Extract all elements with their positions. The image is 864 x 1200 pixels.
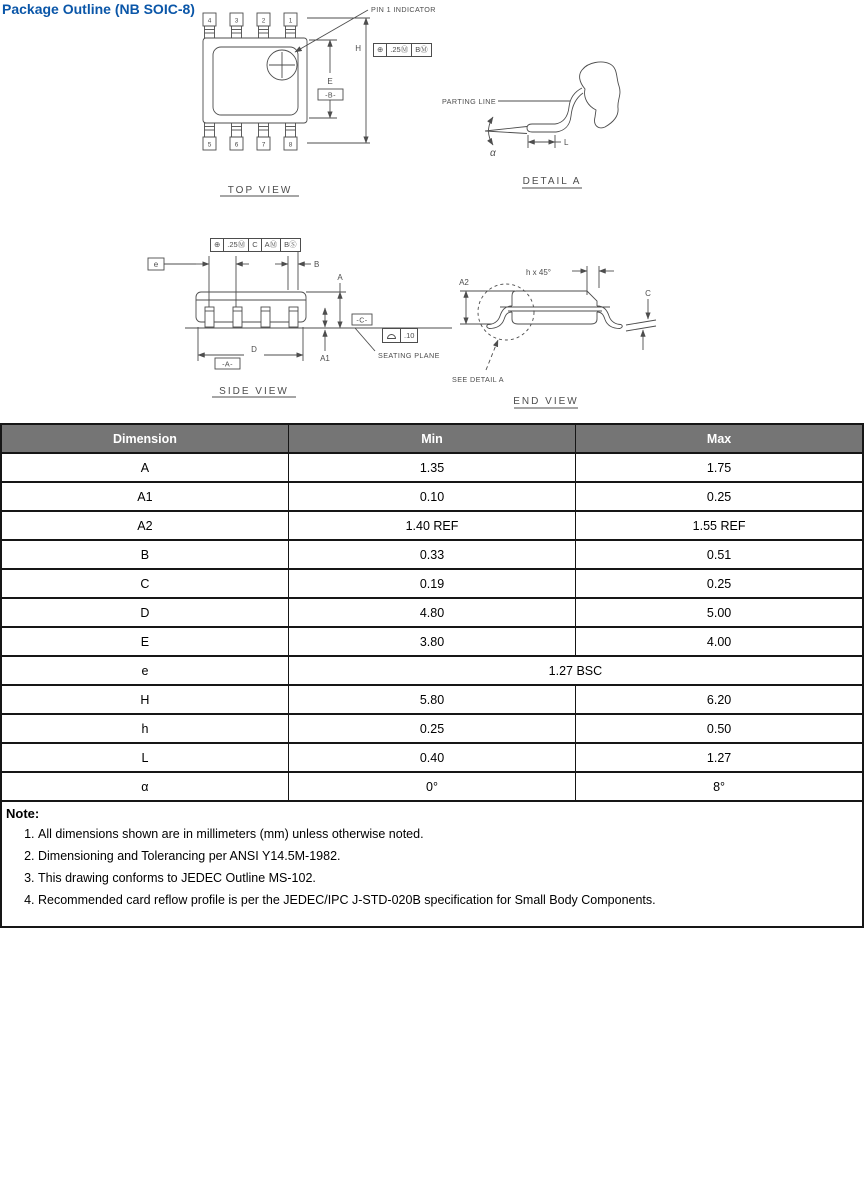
parting-line-label: PARTING LINE bbox=[442, 97, 497, 106]
pin-number: 8 bbox=[288, 141, 293, 149]
header-dimension: Dimension bbox=[1, 424, 288, 453]
seating-plane-label: SEATING PLANE bbox=[378, 351, 440, 360]
side-view-linework bbox=[130, 230, 465, 405]
pin-number: 2 bbox=[261, 17, 266, 25]
max-cell: 1.55 REF bbox=[576, 511, 863, 540]
dim-h-label: H bbox=[355, 44, 361, 53]
dim-a2-label: A2 bbox=[459, 278, 469, 287]
header-max: Max bbox=[576, 424, 863, 453]
end-view-drawing bbox=[430, 240, 740, 420]
max-cell: 8° bbox=[576, 772, 863, 801]
pin-number: 5 bbox=[207, 141, 212, 149]
min-cell: 0.25 bbox=[288, 714, 575, 743]
page-title: Package Outline (NB SOIC-8) bbox=[2, 1, 195, 17]
min-cell: 0.19 bbox=[288, 569, 575, 598]
min-cell: 5.80 bbox=[288, 685, 575, 714]
datum-a-label: -A- bbox=[222, 359, 233, 369]
pin-number: 4 bbox=[207, 17, 212, 25]
side-view-caption: SIDE VIEW bbox=[219, 386, 289, 397]
tolerance-value: .25Ⓜ bbox=[223, 238, 249, 252]
max-cell: 4.00 bbox=[576, 627, 863, 656]
end-view-texts bbox=[452, 268, 651, 407]
see-detail-label: SEE DETAIL A bbox=[452, 375, 504, 384]
dim-a-label: A bbox=[337, 273, 343, 282]
dimension-cell: H bbox=[1, 685, 288, 714]
top-view-caption: TOP VIEW bbox=[227, 185, 293, 196]
dimension-cell: D bbox=[1, 598, 288, 627]
dimension-cell: A1 bbox=[1, 482, 288, 511]
max-cell: 1.75 bbox=[576, 453, 863, 482]
min-cell: 1.40 REF bbox=[288, 511, 575, 540]
datum-ref-a: AⓂ bbox=[261, 238, 282, 252]
dimension-cell: h bbox=[1, 714, 288, 743]
pin-number: 3 bbox=[234, 17, 239, 25]
table-row bbox=[1, 685, 863, 714]
dim-a1-label: A1 bbox=[320, 354, 330, 363]
notes-list bbox=[6, 825, 854, 910]
pin-number: 1 bbox=[288, 17, 293, 25]
dimension-table bbox=[0, 423, 864, 802]
max-cell: 5.00 bbox=[576, 598, 863, 627]
end-view-caption: END VIEW bbox=[513, 396, 579, 407]
pin-leads-bottom bbox=[203, 123, 297, 150]
min-cell: 0° bbox=[288, 772, 575, 801]
pin-number: 6 bbox=[234, 141, 239, 149]
note-item: 2. Dimensioning and Tolerancing per ANSI Y14.5M-1982. bbox=[38, 847, 854, 865]
min-cell: 3.80 bbox=[288, 627, 575, 656]
side-view-drawing bbox=[130, 230, 465, 405]
detail-a-linework bbox=[430, 40, 680, 195]
position-symbol: ⊕ bbox=[210, 238, 224, 252]
table-row bbox=[1, 743, 863, 772]
dim-d-label: D bbox=[251, 345, 257, 354]
datum-ref: BⓂ bbox=[411, 43, 432, 57]
table-row bbox=[1, 627, 863, 656]
dim-h-lines bbox=[307, 18, 370, 143]
table-row bbox=[1, 598, 863, 627]
tolerance-value: .25Ⓜ bbox=[386, 43, 412, 57]
dim-e-label: E bbox=[327, 77, 333, 86]
dimension-cell: A2 bbox=[1, 511, 288, 540]
position-symbol: ⊕ bbox=[373, 43, 387, 57]
lead-section bbox=[485, 62, 620, 188]
datum-c-label: -C- bbox=[356, 315, 368, 325]
flatness-frame bbox=[382, 328, 418, 343]
datum-ref-c: C bbox=[248, 238, 261, 252]
dimension-cell: α bbox=[1, 772, 288, 801]
flatness-icon bbox=[382, 328, 401, 343]
dimension-cell: C bbox=[1, 569, 288, 598]
alpha-label: α bbox=[490, 148, 496, 159]
dimension-table-section bbox=[0, 423, 864, 928]
max-cell: 0.51 bbox=[576, 540, 863, 569]
table-row bbox=[1, 540, 863, 569]
notes-section bbox=[0, 802, 864, 928]
dimension-cell: E bbox=[1, 627, 288, 656]
min-cell: 1.35 bbox=[288, 453, 575, 482]
side-body bbox=[148, 251, 452, 397]
datum-ref-b: BⓈ bbox=[280, 238, 301, 252]
table-row bbox=[1, 482, 863, 511]
table-row bbox=[1, 569, 863, 598]
chamfer-label: h x 45° bbox=[526, 268, 551, 277]
dimension-cell: A bbox=[1, 453, 288, 482]
note-item: 3. This drawing conforms to JEDEC Outline MS-102. bbox=[38, 869, 854, 887]
detail-a-drawing bbox=[430, 40, 680, 195]
min-cell: 0.33 bbox=[288, 540, 575, 569]
detail-a-caption: DETAIL A bbox=[522, 176, 582, 187]
pin1-indicator-icon bbox=[267, 50, 297, 80]
dim-l-label: L bbox=[564, 138, 569, 147]
header-min: Min bbox=[288, 424, 575, 453]
max-cell: 0.25 bbox=[576, 482, 863, 511]
table-row bbox=[1, 772, 863, 801]
note-item: 1. All dimensions shown are in millimeters (mm) unless otherwise noted. bbox=[38, 825, 854, 843]
pin-number: 7 bbox=[261, 141, 266, 149]
min-cell: 4.80 bbox=[288, 598, 575, 627]
table-header-row bbox=[1, 424, 863, 453]
flatness-value: .10 bbox=[400, 328, 418, 343]
table-row bbox=[1, 714, 863, 743]
dim-c-label: C bbox=[645, 289, 651, 298]
min-cell: 0.10 bbox=[288, 482, 575, 511]
table-row bbox=[1, 656, 863, 685]
end-body bbox=[460, 266, 656, 408]
dimension-cell: B bbox=[1, 540, 288, 569]
min-cell: 0.40 bbox=[288, 743, 575, 772]
table-row bbox=[1, 453, 863, 482]
notes-title: Note: bbox=[6, 806, 40, 821]
pin1-indicator-label: PIN 1 INDICATOR bbox=[371, 5, 436, 14]
max-cell: 6.20 bbox=[576, 685, 863, 714]
package-body bbox=[203, 10, 370, 196]
merged-value-cell: 1.27 BSC bbox=[288, 656, 863, 685]
dimension-cell: e bbox=[1, 656, 288, 685]
max-cell: 0.50 bbox=[576, 714, 863, 743]
max-cell: 1.27 bbox=[576, 743, 863, 772]
datum-b-label: -B- bbox=[325, 90, 336, 100]
dimension-cell: L bbox=[1, 743, 288, 772]
dim-e-lines bbox=[309, 40, 343, 118]
end-view-linework bbox=[430, 240, 740, 420]
dim-e-ref-label: e bbox=[153, 260, 159, 269]
feature-control-frame-side bbox=[210, 238, 301, 252]
pin-leads-top bbox=[203, 13, 297, 38]
table-row bbox=[1, 511, 863, 540]
dim-b-label: B bbox=[314, 260, 320, 269]
note-item: 4. Recommended card reflow profile is per the JEDEC/IPC J-STD-020B specification for Small Body Components. bbox=[38, 891, 854, 909]
max-cell: 0.25 bbox=[576, 569, 863, 598]
feature-control-frame-h bbox=[373, 43, 432, 57]
